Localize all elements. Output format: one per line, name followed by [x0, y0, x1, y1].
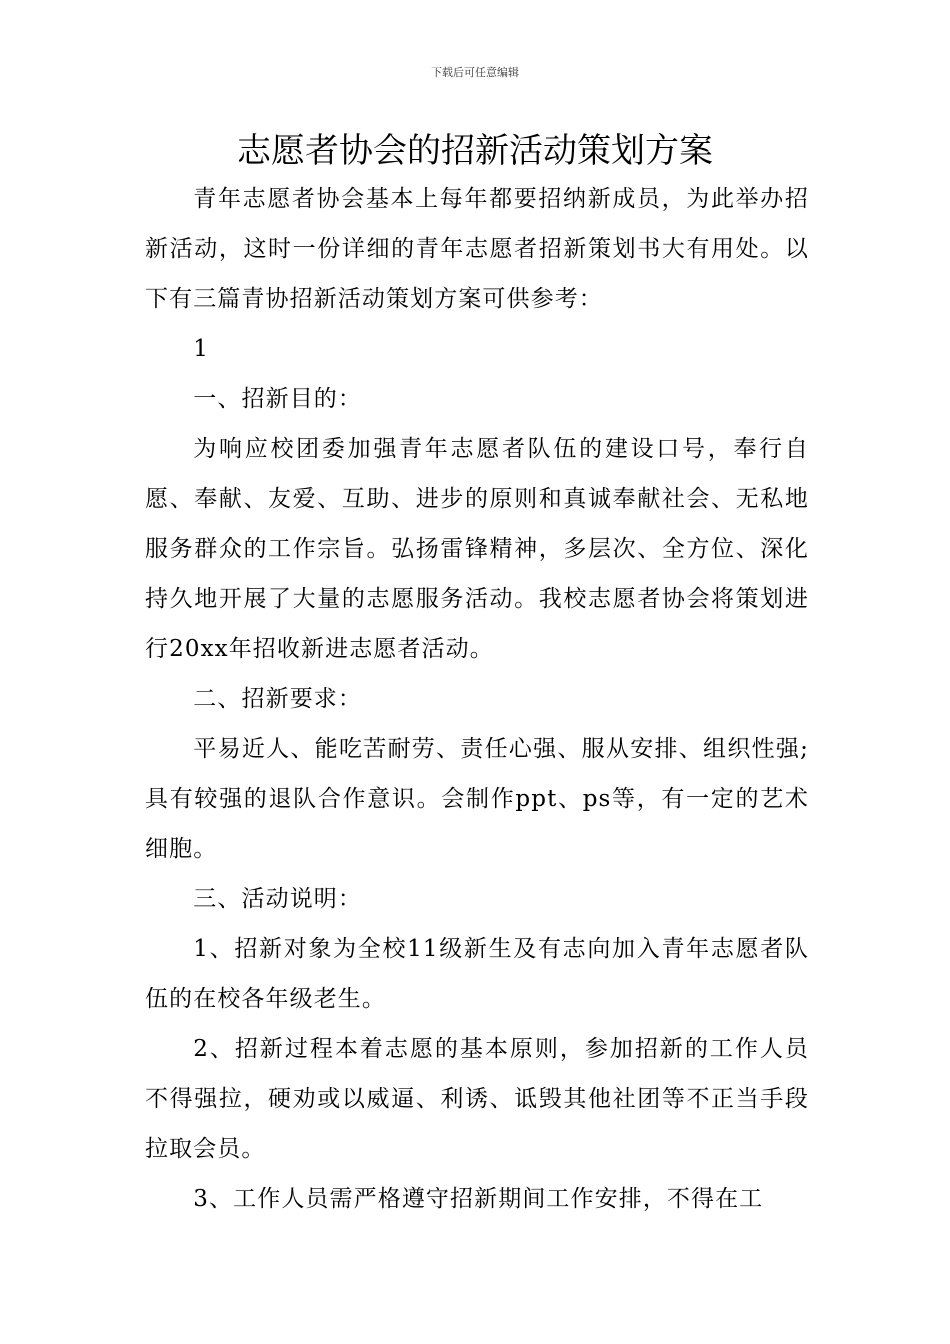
paragraph-section-number: 1	[193, 336, 210, 362]
paragraph-purpose: 为响应校团委加强青年志愿者队伍的建设口号，奉行自愿、奉献、友爱、互助、进步的原则和真诚奉献社会、无私地服务群众的工作宗旨。弘扬雷锋精神，多层次、全方位、深化持久地开展了大量的志愿服务活动。我校志愿者协会将策划进行20xx年招收新进志愿者活动。	[145, 436, 809, 662]
paragraph-note-3: 3、工作人员需严格遵守招新期间工作安排，不得在工	[193, 1186, 764, 1212]
paragraph-note-1: 1、招新对象为全校11级新生及有志向加入青年志愿者队伍的在校各年级老生。	[145, 936, 809, 1012]
paragraph-requirements: 平易近人、能吃苦耐劳、责任心强、服从安排、组织性强;具有较强的退队合作意识。会制作ppt、ps等，有一定的艺术细胞。	[145, 736, 809, 862]
heading-activity-notes: 三、活动说明：	[193, 886, 362, 912]
paragraph-note-2: 2、招新过程本着志愿的基本原则，参加招新的工作人员不得强拉，硬劝或以威逼、利诱、诋毁其他社团等不正当手段拉取会员。	[145, 1036, 809, 1162]
document-title: 志愿者协会的招新活动策划方案	[237, 131, 713, 171]
heading-purpose: 一、招新目的：	[193, 386, 362, 412]
document-body	[145, 174, 809, 1224]
paragraph-intro: 青年志愿者协会基本上每年都要招纳新成员，为此举办招新活动，这时一份详细的青年志愿者招新策划书大有用处。以下有三篇青协招新活动策划方案可供参考：	[145, 186, 809, 312]
page-header-note: 下载后可任意编辑	[431, 66, 519, 79]
heading-requirements: 二、招新要求：	[193, 686, 362, 712]
